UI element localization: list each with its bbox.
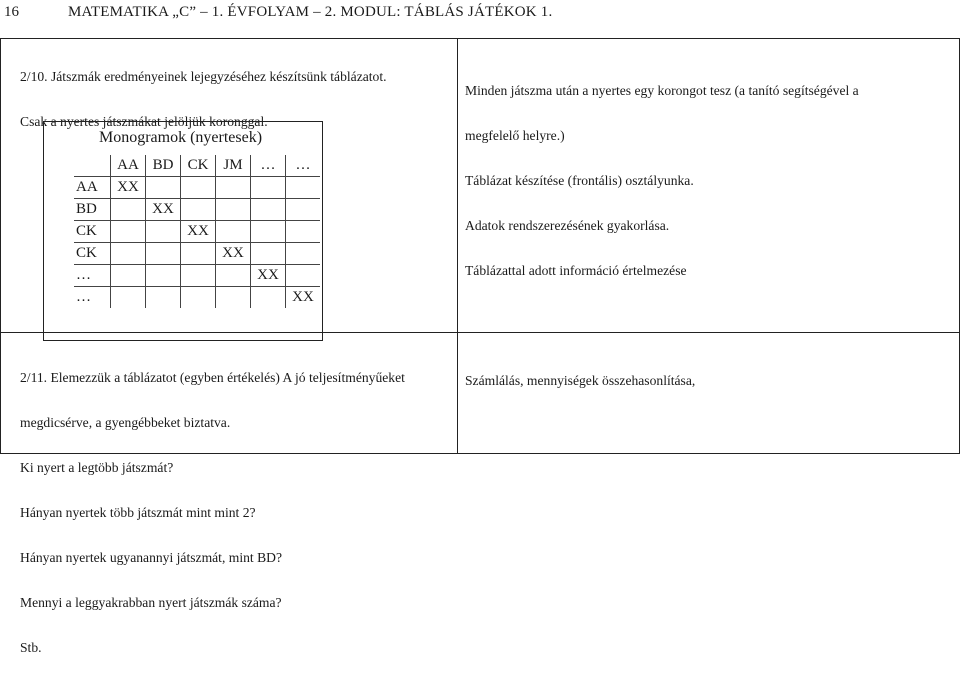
table-cell	[111, 243, 146, 265]
table-cell	[111, 265, 146, 287]
row-header-cell: CK	[74, 243, 111, 265]
monogram-table	[43, 121, 323, 341]
table-cell: XX	[286, 287, 321, 309]
table-cell	[286, 243, 321, 265]
column-divider	[457, 39, 458, 453]
table-cell	[251, 199, 286, 221]
text-line: Mennyi a leggyakrabban nyert játszmák száma?	[20, 595, 282, 610]
table-row	[74, 287, 320, 309]
table-cell	[111, 199, 146, 221]
column-header-cell: …	[286, 155, 321, 177]
row-header-cell: BD	[74, 199, 111, 221]
table-cell: XX	[111, 177, 146, 199]
table-row	[74, 265, 320, 287]
table-cell	[251, 177, 286, 199]
column-header-cell: JM	[216, 155, 251, 177]
table-cell	[181, 265, 216, 287]
table-cell	[146, 243, 181, 265]
table-cell: XX	[216, 243, 251, 265]
text-line: Hányan nyertek több játszmát mint mint 2?	[20, 505, 256, 520]
column-header-cell: CK	[181, 155, 216, 177]
table-cell	[111, 221, 146, 243]
table-cell	[181, 243, 216, 265]
table-cell	[216, 265, 251, 287]
row-header-cell: …	[74, 265, 111, 287]
table-cell	[251, 243, 286, 265]
table-cell	[181, 199, 216, 221]
table-cell: XX	[251, 265, 286, 287]
table-cell	[216, 287, 251, 309]
row-header-cell: AA	[74, 177, 111, 199]
text-line: 2/11. Elemezzük a táblázatot (egyben értékelés) A jó teljesítményűeket	[20, 370, 405, 385]
table-cell	[146, 177, 181, 199]
table-cell	[286, 199, 321, 221]
running-title: MATEMATIKA „C” – 1. ÉVFOLYAM – 2. MODUL: TÁBLÁS JÁTÉKOK 1.	[68, 4, 553, 20]
text-line: Stb.	[20, 640, 42, 655]
table-cell	[181, 287, 216, 309]
text-line: Számlálás, mennyiségek összehasonlítása,	[465, 373, 696, 388]
text-line: Hányan nyertek ugyanannyi játszmát, mint BD?	[20, 550, 282, 565]
table-cell	[286, 265, 321, 287]
table-cell	[251, 221, 286, 243]
table-cell	[216, 177, 251, 199]
column-header-cell: AA	[111, 155, 146, 177]
task-2-11-notes	[465, 343, 695, 418]
text-line: Adatok rendszerezésének gyakorlása.	[465, 218, 670, 233]
table-row	[74, 177, 320, 199]
table-cell	[216, 199, 251, 221]
task-2-11-text	[20, 340, 405, 685]
text-line: Csak a nyertes játszmákat jelöljük koronggal.	[20, 114, 268, 129]
text-line: Ki nyert a legtöbb játszmát?	[20, 460, 174, 475]
table-cell	[146, 265, 181, 287]
table-cell	[286, 177, 321, 199]
row-header-cell: …	[74, 287, 111, 309]
row-header-cell: CK	[74, 221, 111, 243]
text-line: Táblázattal adott információ értelmezése	[465, 263, 687, 278]
text-line: 2/10. Játszmák eredményeinek lejegyzéséhez készítsünk táblázatot.	[20, 69, 387, 84]
table-cell	[181, 177, 216, 199]
table-cell	[286, 221, 321, 243]
table-row	[74, 199, 320, 221]
task-2-10-notes	[465, 53, 859, 308]
table-header-row	[74, 155, 320, 177]
column-header-cell	[74, 155, 111, 177]
column-header-cell: …	[251, 155, 286, 177]
table-cell	[251, 287, 286, 309]
page-header	[0, 4, 960, 24]
text-line: Táblázat készítése (frontális) osztályunka.	[465, 173, 694, 188]
text-line: megfelelő helyre.)	[465, 128, 565, 143]
column-header-cell: BD	[146, 155, 181, 177]
table-cell: XX	[181, 221, 216, 243]
table-cell	[146, 287, 181, 309]
page-number: 16	[4, 4, 19, 20]
text-line: megdicsérve, a gyengébbeket biztatva.	[20, 415, 231, 430]
table-cell	[216, 221, 251, 243]
table-cell	[111, 287, 146, 309]
content-table	[0, 38, 960, 655]
table-cell	[146, 221, 181, 243]
text-line: Minden játszma után a nyertes egy korongot tesz (a tanító segítségével a	[465, 83, 859, 98]
table-row	[74, 221, 320, 243]
monogram-grid	[74, 155, 320, 308]
table-cell: XX	[146, 199, 181, 221]
table-row	[74, 243, 320, 265]
table-caption: Monogramok (nyertesek)	[99, 129, 263, 146]
